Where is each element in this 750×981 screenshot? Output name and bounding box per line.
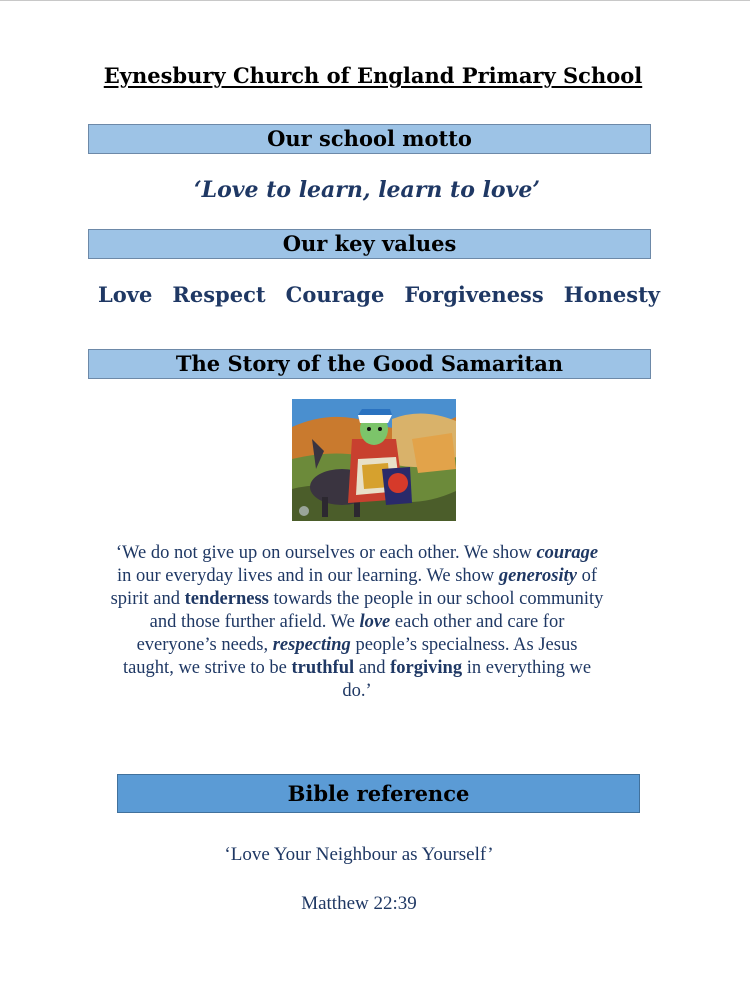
quote-part: towards the people in our school community and those further afield. We	[149, 589, 604, 632]
school-title: Eynesbury Church of England Primary School	[103, 63, 643, 88]
good-samaritan-painting-icon	[292, 399, 456, 521]
motto-heading-band	[88, 124, 651, 154]
value-love: Love	[98, 282, 153, 307]
values-heading-band	[88, 229, 651, 259]
quote-part: of spirit and	[110, 566, 598, 609]
quote-part: people’s specialness. As Jesus taught, we strive to be	[122, 635, 578, 678]
values-heading: Our key values	[282, 231, 457, 256]
values-list	[96, 282, 662, 307]
motto-heading: Our school motto	[267, 126, 472, 151]
quote-part: and	[354, 658, 391, 678]
value-respect: Respect	[172, 282, 266, 307]
quote-word-tenderness: tenderness	[184, 589, 269, 609]
quote-part: in our everyday lives and in our learning. We show	[116, 566, 499, 586]
story-quote	[110, 542, 604, 703]
story-heading: The Story of the Good Samaritan	[175, 351, 564, 376]
motto-text: ‘Love to learn, learn to love’	[193, 177, 541, 203]
bible-quote: ‘Love Your Neighbour as Yourself’	[224, 844, 494, 865]
value-forgiveness: Forgiveness	[404, 282, 544, 307]
quote-word-courage: courage	[536, 543, 599, 563]
bible-heading: Bible reference	[287, 781, 470, 806]
value-honesty: Honesty	[563, 282, 660, 307]
quote-part: each other and care for everyone’s needs,	[136, 612, 565, 655]
story-heading-band	[88, 349, 651, 379]
bible-heading-band	[117, 774, 640, 813]
quote-word-respecting: respecting	[272, 635, 351, 655]
quote-word-truthful: truthful	[291, 658, 355, 678]
quote-word-forgiving: forgiving	[390, 658, 463, 678]
bible-verse: Matthew 22:39	[301, 893, 417, 914]
value-courage: Courage	[285, 282, 385, 307]
quote-part: in everything we do.’	[342, 658, 592, 701]
quote-word-love: love	[359, 612, 391, 632]
quote-word-generosity: generosity	[498, 566, 577, 586]
quote-part: ‘We do not give up on ourselves or each other. We show	[115, 543, 537, 563]
